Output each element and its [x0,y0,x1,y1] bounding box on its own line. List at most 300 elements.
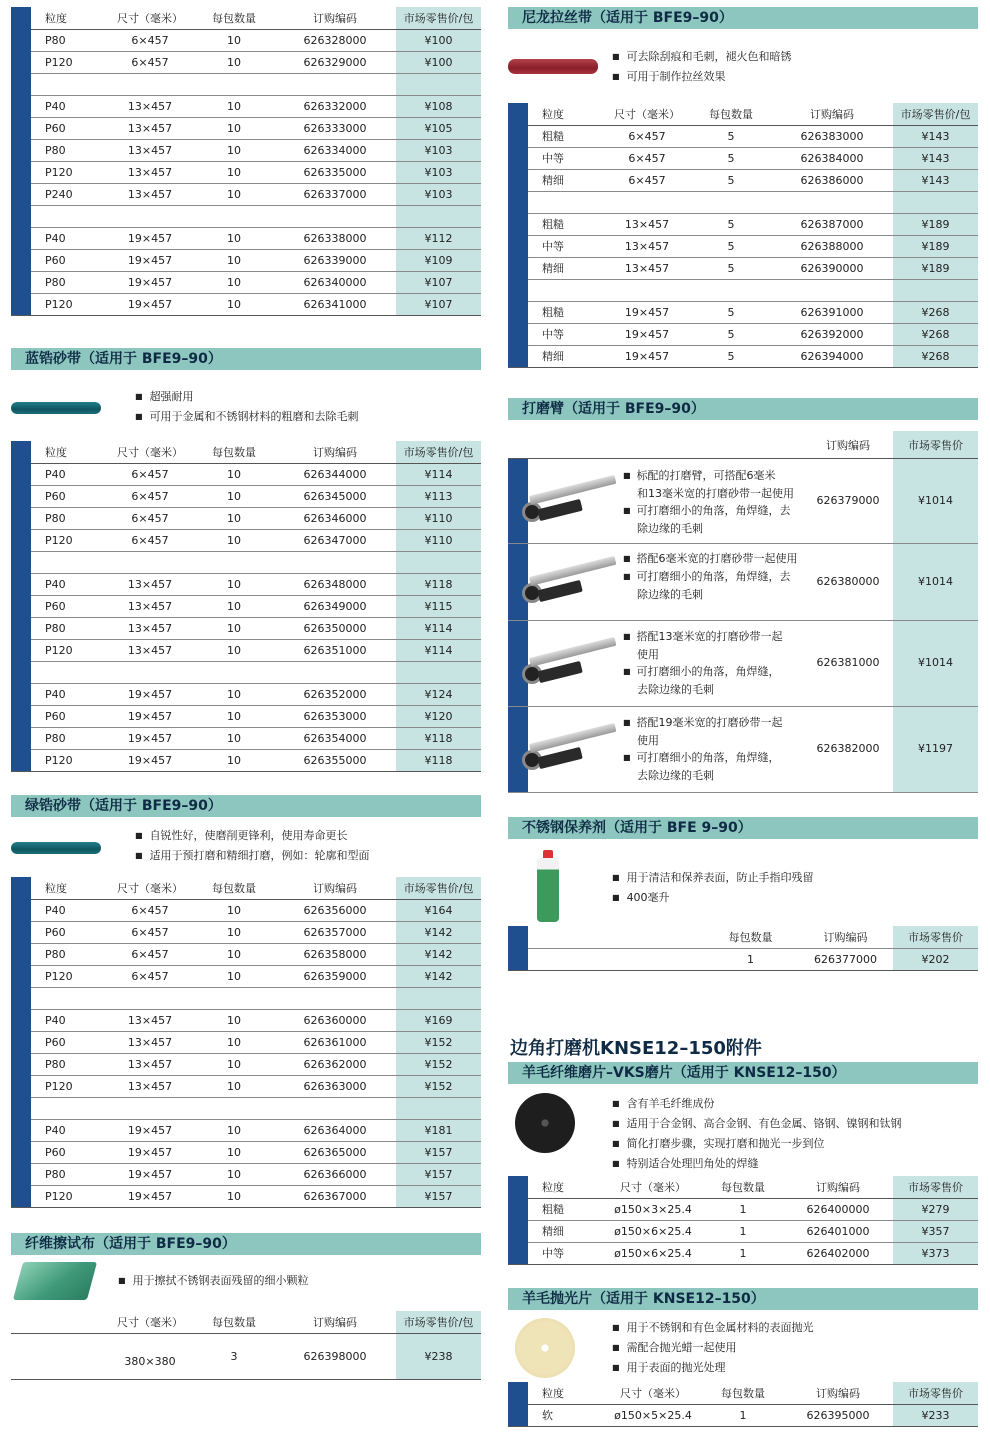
table-cell: 精细 [528,1220,603,1242]
table-cell: 626353000 [274,705,396,727]
table-cell: 6×457 [106,463,194,485]
table-cell: ¥268 [893,345,978,367]
column-header: 尺寸（毫米） [603,1176,703,1198]
table-cell: 13×457 [106,1031,194,1053]
table-row [11,463,481,485]
table-cell: 5 [691,125,771,147]
group-separator [11,987,481,1009]
table-cell: 626361000 [274,1031,396,1053]
table-cell: 6×457 [603,147,691,169]
section-title-green-zirconia: 绿锆砂带（适用于 BFE9–90） [11,795,481,817]
table-cell: 10 [194,1163,274,1185]
table-cell: 1 [703,1198,783,1220]
table-cell: 626344000 [274,463,396,485]
group-separator [11,661,481,683]
table-row: 380×380 3 626398000 ¥238 [11,1333,481,1379]
bullet-item: ■ 超强耐用 [135,387,359,407]
col-price: 市场零售价 [893,431,978,458]
nylon-belt-image [508,59,598,74]
bullet-item: ■ 可用于金属和不锈钢材料的粗磨和去除毛刺 [135,407,359,427]
table-cell: 19×457 [106,727,194,749]
description-line: ■ 标配的打磨臂，可搭配6毫米 [623,467,794,485]
table-cell: 精细 [528,345,603,367]
table-cell: 626386000 [771,169,893,191]
arm-description [623,467,794,537]
table-row [11,139,481,161]
top-belt-table [11,7,481,316]
table-cell: 13×457 [106,617,194,639]
table-row [11,1119,481,1141]
table-cell: 626337000 [274,183,396,205]
table-cell: P120 [31,529,106,551]
table-cell: P60 [31,595,106,617]
table-cell: P80 [31,727,106,749]
table-cell: 6×457 [106,507,194,529]
table-cell: ¥124 [396,683,481,705]
table-cell: 10 [194,639,274,661]
table-cell: 626400000 [783,1198,893,1220]
table-cell: 626355000 [274,749,396,771]
bullet-item: ■ 用于清洁和保养表面，防止手指印残留 [612,868,814,888]
table-cell: 626350000 [274,617,396,639]
table-cell: 10 [194,249,274,271]
table-cell: ¥112 [396,227,481,249]
nylon-bullets [612,47,792,87]
description-line: 除边缘的毛刺 [637,522,703,535]
table-cell: 626365000 [274,1141,396,1163]
table-cell: ¥113 [396,485,481,507]
column-header: 每包数量 [703,1176,783,1198]
col-code: 订购编码 [274,1311,396,1333]
table-row [11,117,481,139]
group-separator [508,191,978,213]
table-row [11,595,481,617]
table-cell: 5 [691,345,771,367]
table-cell: 10 [194,617,274,639]
table-header [11,7,481,29]
table-cell: ¥189 [893,213,978,235]
table-cell: ¥107 [396,293,481,315]
table-cell: P40 [31,1119,106,1141]
column-header: 粒度 [31,441,106,463]
column-header: 尺寸（毫米） [106,7,194,29]
table-cell: 10 [194,1075,274,1097]
description-line: 使用 [637,734,659,747]
table-row [11,1053,481,1075]
table-cell: ¥114 [396,639,481,661]
description-line: ■ 可打磨细小的角落，角焊缝，去 [623,502,794,520]
table-cell: 13×457 [106,139,194,161]
table-cell: 626363000 [274,1075,396,1097]
column-header: 市场零售价 [893,1176,978,1198]
bullet-item: ■ 适用于预打磨和精细打磨，例如：轮廓和型面 [135,846,370,866]
table-row [508,345,978,367]
table-row [508,169,978,191]
table-row [11,727,481,749]
table-cell: P60 [31,1141,106,1163]
table-cell: 6×457 [106,965,194,987]
table-row [11,51,481,73]
arm-description [623,714,783,784]
table-cell: P240 [31,183,106,205]
col-code: 订购编码 [826,439,870,452]
vks-bullets [612,1094,902,1174]
table-cell: ¥142 [396,921,481,943]
table-cell: ¥120 [396,705,481,727]
table-cell: 10 [194,749,274,771]
table-row [508,147,978,169]
table-cell: ¥152 [396,1031,481,1053]
table-cell: 10 [194,1053,274,1075]
table-cell: ø150×6×25.4 [603,1220,703,1242]
table-cell: 10 [194,529,274,551]
price: ¥1014 [918,574,953,588]
description-line: 去除边缘的毛刺 [637,769,714,782]
table-cell: 1 [703,1404,783,1426]
table-row [11,617,481,639]
table-row [11,705,481,727]
table-cell: 中等 [528,1242,603,1264]
table-cell: 10 [194,1031,274,1053]
table-cell: P40 [31,1009,106,1031]
table-cell: 10 [194,965,274,987]
table-cell: 19×457 [603,301,691,323]
bullet-item: ■ 400毫升 [612,888,814,908]
table-cell: 10 [194,227,274,249]
table-cell: 精细 [528,169,603,191]
table-cell: 13×457 [106,161,194,183]
table-cell: 626387000 [771,213,893,235]
table-cell: 626338000 [274,227,396,249]
table-cell: 5 [691,323,771,345]
table-cell: 626351000 [274,639,396,661]
table-cell: ¥152 [396,1075,481,1097]
table-header [508,1176,978,1198]
table-cell: 626384000 [771,147,893,169]
table-cell: 13×457 [106,595,194,617]
table-cell: P40 [31,95,106,117]
table-cell: 626383000 [771,125,893,147]
table-cell: 626359000 [274,965,396,987]
table-cell: 626395000 [783,1404,893,1426]
table-header [11,877,481,899]
column-header: 尺寸（毫米） [603,1382,703,1404]
table-row [11,749,481,771]
table-cell: 19×457 [106,683,194,705]
table-cell: 13×457 [603,257,691,279]
table-row [508,257,978,279]
description-line: 除边缘的毛刺 [637,588,703,601]
table-cell: 10 [194,139,274,161]
table-cell: 13×457 [106,1009,194,1031]
section-title-cloth: 纤维擦试布（适用于 BFE9–90） [11,1233,481,1255]
table-cell: 19×457 [106,249,194,271]
table-cell: 626391000 [771,301,893,323]
table-cell: 626335000 [274,161,396,183]
table-cell: 10 [194,117,274,139]
table-cell: P120 [31,965,106,987]
felt-bullets [612,1318,814,1378]
bullet-item: ■ 可去除刮痕和毛刺，褪火色和暗锈 [612,47,792,67]
column-header: 尺寸（毫米） [106,877,194,899]
arm-row [508,544,978,621]
table-cell: 6×457 [106,899,194,921]
table-cell: P60 [31,1031,106,1053]
bullet-item: ■ 用于擦拭不锈钢表面残留的细小颗粒 [118,1271,309,1291]
table-cell: 626358000 [274,943,396,965]
table-row [11,529,481,551]
col-price: 市场零售价 [893,926,978,948]
table-row [508,213,978,235]
table-cell: P60 [31,921,106,943]
table-cell: ¥157 [396,1141,481,1163]
order-code: 626381000 [816,656,880,669]
green-belt-image [11,842,101,854]
table-cell: ¥157 [396,1185,481,1207]
table-header [508,103,978,125]
table-cell: ¥189 [893,235,978,257]
table-cell: 626346000 [274,507,396,529]
table-cell: ¥107 [396,271,481,293]
col-size: 尺寸（毫米） [106,1311,194,1333]
arm-row [508,621,978,707]
table-row [508,301,978,323]
table-row [11,1185,481,1207]
table-cell: ¥268 [893,323,978,345]
table-cell: P40 [31,573,106,595]
table-cell: 626347000 [274,529,396,551]
table-cell: 10 [194,1119,274,1141]
column-header: 尺寸（毫米） [106,441,194,463]
sanding-arm-image [516,565,616,605]
table-cell: 中等 [528,147,603,169]
arm-description [623,628,783,698]
table-cell: 626334000 [274,139,396,161]
stainless-bullets [612,868,814,908]
bullet-item: ■ 适用于合金钢、高合金钢、有色金属、铬钢、镍钢和钛钢 [612,1114,902,1134]
blue-belt-table [11,441,481,772]
table-cell: 626390000 [771,257,893,279]
table-cell: 粗糙 [528,301,603,323]
column-header: 市场零售价 [893,1382,978,1404]
table-row [11,183,481,205]
column-header: 每包数量 [194,877,274,899]
table-cell: ¥143 [893,147,978,169]
table-cell: P40 [31,899,106,921]
table-cell: ø150×3×25.4 [603,1198,703,1220]
table-row [11,161,481,183]
table-row [508,1242,978,1264]
table-cell: 10 [194,293,274,315]
description-line: 使用 [637,648,659,661]
table-header [11,441,481,463]
table-cell: ø150×5×25.4 [603,1404,703,1426]
price: ¥1014 [918,493,953,507]
table-cell: 626332000 [274,95,396,117]
table-cell: P60 [31,249,106,271]
green-belt-table [11,877,481,1208]
table-cell: ¥103 [396,139,481,161]
bullet-item: ■ 特别适合处理凹角处的焊缝 [612,1154,902,1174]
table-cell: P120 [31,749,106,771]
table-cell: 626329000 [274,51,396,73]
table-cell: 粗糙 [528,213,603,235]
column-header: 市场零售价/包 [396,7,481,29]
table-cell: 626367000 [274,1185,396,1207]
description-line: 和13毫米宽的打磨砂带一起使用 [637,487,794,500]
felt-table [508,1382,978,1427]
table-cell: P120 [31,293,106,315]
column-header: 每包数量 [691,103,771,125]
table-cell: 5 [691,301,771,323]
table-row [11,1031,481,1053]
table-cell: P60 [31,485,106,507]
table-cell: 6×457 [106,51,194,73]
cloth-image [13,1262,97,1300]
table-cell: 6×457 [106,921,194,943]
group-separator [11,205,481,227]
table-cell: P80 [31,943,106,965]
table-cell: 6×457 [603,125,691,147]
table-cell: ¥181 [396,1119,481,1141]
table-cell: 626339000 [274,249,396,271]
column-header: 尺寸（毫米） [603,103,691,125]
column-header: 市场零售价/包 [893,103,978,125]
table-cell: 626348000 [274,573,396,595]
table-cell: ¥114 [396,617,481,639]
table-cell: 626333000 [274,117,396,139]
table-cell: 10 [194,1009,274,1031]
table-cell: 6×457 [603,169,691,191]
table-cell: ¥103 [396,183,481,205]
table-row [508,125,978,147]
table-cell: 13×457 [106,1075,194,1097]
table-cell: 6×457 [106,485,194,507]
column-header: 粒度 [528,1176,603,1198]
table-cell: ¥118 [396,727,481,749]
blue-belt-image [11,402,101,414]
table-cell: 10 [194,595,274,617]
table-cell: 5 [691,147,771,169]
col-price: 市场零售价/包 [396,1311,481,1333]
table-cell: P60 [31,117,106,139]
table-cell: 19×457 [603,323,691,345]
column-header: 订购编码 [783,1176,893,1198]
table-cell: 10 [194,95,274,117]
table-cell: P120 [31,1185,106,1207]
column-header: 市场零售价/包 [396,441,481,463]
table-cell: ¥169 [396,1009,481,1031]
table-cell: P80 [31,1053,106,1075]
bullet-item: ■ 含有羊毛纤维成份 [612,1094,902,1114]
table-cell: ¥108 [396,95,481,117]
column-header: 订购编码 [274,441,396,463]
table-cell: ¥118 [396,749,481,771]
table-cell: P40 [31,227,106,249]
table-cell: 10 [194,29,274,51]
table-cell: 10 [194,1141,274,1163]
table-cell: ¥118 [396,573,481,595]
vks-table [508,1176,978,1265]
sanding-arm-image [516,732,616,772]
table-row [508,1404,978,1426]
table-cell: 10 [194,899,274,921]
table-cell: P120 [31,639,106,661]
table-cell: 6×457 [106,943,194,965]
price: ¥1197 [918,742,953,755]
column-header: 每包数量 [194,7,274,29]
group-separator [508,279,978,301]
table-cell: 10 [194,183,274,205]
column-header: 订购编码 [274,877,396,899]
table-cell: 13×457 [603,213,691,235]
table-cell: P80 [31,1163,106,1185]
table-cell: 10 [194,463,274,485]
table-cell: 粗糙 [528,1198,603,1220]
table-cell: 19×457 [106,293,194,315]
table-cell: ¥105 [396,117,481,139]
table-cell: P60 [31,705,106,727]
table-cell: 软 [528,1404,603,1426]
table-cell: 精细 [528,257,603,279]
bullet-item: ■ 简化打磨步骤，实现打磨和抛光一步到位 [612,1134,902,1154]
table-row [11,1009,481,1031]
description-line: ■ 搭配13毫米宽的打磨砂带一起 [623,628,783,646]
table-row [508,1198,978,1220]
table-row [11,249,481,271]
table-row [11,29,481,51]
table-cell: 13×457 [106,639,194,661]
arm-row [508,459,978,544]
section-title-nylon: 尼龙拉丝带（适用于 BFE9–90） [508,7,978,29]
table-cell: 626340000 [274,271,396,293]
table-cell: ¥233 [893,1404,978,1426]
group-separator [11,551,481,573]
price: ¥1014 [918,656,953,669]
table-cell: 19×457 [603,345,691,367]
table-cell: 626357000 [274,921,396,943]
table-cell: ¥110 [396,507,481,529]
table-cell: 10 [194,573,274,595]
order-code: 626382000 [816,742,880,755]
nylon-table [508,103,978,368]
stainless-table [508,926,978,971]
section-title-felt: 羊毛抛光片（适用于 KNSE12–150） [508,1288,978,1310]
bullet-item: ■ 用于不锈钢和有色金属材料的表面抛光 [612,1318,814,1338]
order-code: 626380000 [816,574,880,588]
table-cell: ¥373 [893,1242,978,1264]
table-cell: 626356000 [274,899,396,921]
table-cell: 13×457 [106,117,194,139]
table-cell: P120 [31,51,106,73]
table-cell: ¥100 [396,51,481,73]
table-cell: 5 [691,235,771,257]
table-cell: 13×457 [106,183,194,205]
column-header: 市场零售价/包 [396,877,481,899]
table-cell: P80 [31,507,106,529]
table-cell: 13×457 [106,573,194,595]
column-header: 订购编码 [783,1382,893,1404]
table-cell: ¥279 [893,1198,978,1220]
table-row [11,485,481,507]
table-cell: P120 [31,161,106,183]
price-cell [893,707,978,792]
table-row [11,507,481,529]
cloth-bullets [118,1271,309,1291]
table-cell: 6×457 [106,29,194,51]
table-row [11,95,481,117]
felt-disc-image [515,1318,575,1378]
